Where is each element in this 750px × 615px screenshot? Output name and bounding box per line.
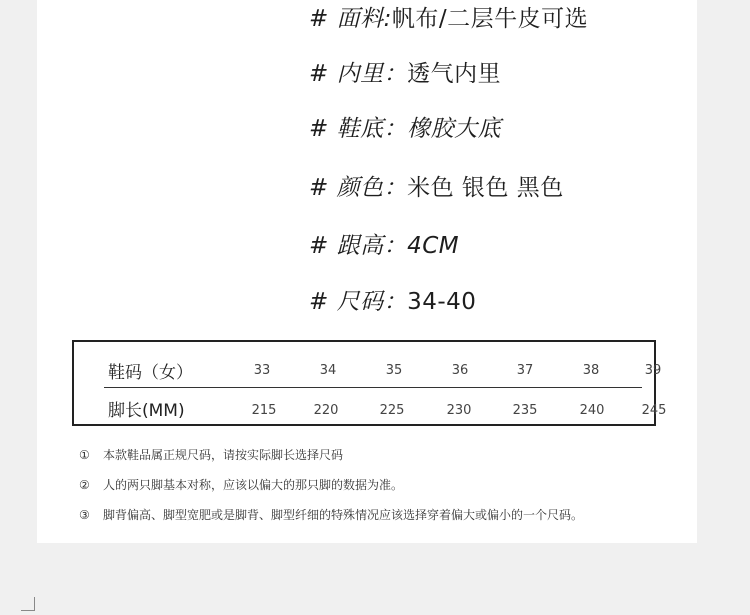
spec-size-key: # 尺码： xyxy=(309,289,408,315)
spec-sole xyxy=(309,110,501,143)
spec-heel-height-value: 4CM xyxy=(407,233,460,259)
size-cell: 37 xyxy=(516,363,534,378)
spec-size xyxy=(309,283,476,316)
spec-material xyxy=(309,0,588,33)
spec-heel-height xyxy=(309,227,459,260)
spec-color-value: 米色 银色 黑色 xyxy=(407,175,564,201)
note-1-number: ① xyxy=(79,448,90,462)
note-1-text: 本款鞋品属正规尺码，请按实际脚长选择尺码 xyxy=(103,448,344,462)
foot-length-row-label: 脚长(MM) xyxy=(108,401,185,421)
size-chart xyxy=(72,340,667,426)
spec-card xyxy=(37,0,697,543)
size-cell: 36 xyxy=(451,363,469,378)
spec-size-value: 34-40 xyxy=(407,289,477,315)
crop-corner-mark xyxy=(21,597,35,611)
spec-material-key: # 面料: xyxy=(309,6,392,32)
size-cell: 33 xyxy=(253,363,271,378)
spec-lining-value: 透气内里 xyxy=(407,61,502,87)
spec-sole-key: # 鞋底： xyxy=(309,116,408,142)
note-1 xyxy=(79,446,343,463)
length-cell: 215 xyxy=(251,403,277,418)
length-cell: 245 xyxy=(641,403,667,418)
note-2-text: 人的两只脚基本对称，应该以偏大的那只脚的数据为准。 xyxy=(103,478,404,492)
note-2-number: ② xyxy=(79,478,90,492)
spec-color-key: # 颜色： xyxy=(309,175,408,201)
length-cell: 225 xyxy=(379,403,405,418)
size-cell: 39 xyxy=(644,363,662,378)
spec-color xyxy=(309,169,564,202)
table-divider xyxy=(104,387,642,388)
spec-heel-height-key: # 跟高： xyxy=(309,233,408,259)
spec-material-value: 帆布/二层牛皮可选 xyxy=(391,6,589,32)
spec-sole-value: 橡胶大底 xyxy=(407,116,502,142)
note-3-number: ③ xyxy=(79,508,90,522)
size-row-label: 鞋码（女） xyxy=(108,363,193,383)
spec-lining xyxy=(309,55,501,88)
size-cell: 34 xyxy=(319,363,337,378)
length-cell: 220 xyxy=(313,403,339,418)
note-3 xyxy=(79,506,583,523)
note-3-text: 脚背偏高、脚型宽肥或是脚背、脚型纤细的特殊情况应该选择穿着偏大或偏小的一个尺码。 xyxy=(103,508,584,522)
size-cell: 35 xyxy=(385,363,403,378)
note-2 xyxy=(79,476,403,493)
length-cell: 240 xyxy=(579,403,605,418)
spec-lining-key: # 内里： xyxy=(309,61,408,87)
size-cell: 38 xyxy=(582,363,600,378)
length-cell: 235 xyxy=(512,403,538,418)
length-cell: 230 xyxy=(446,403,472,418)
